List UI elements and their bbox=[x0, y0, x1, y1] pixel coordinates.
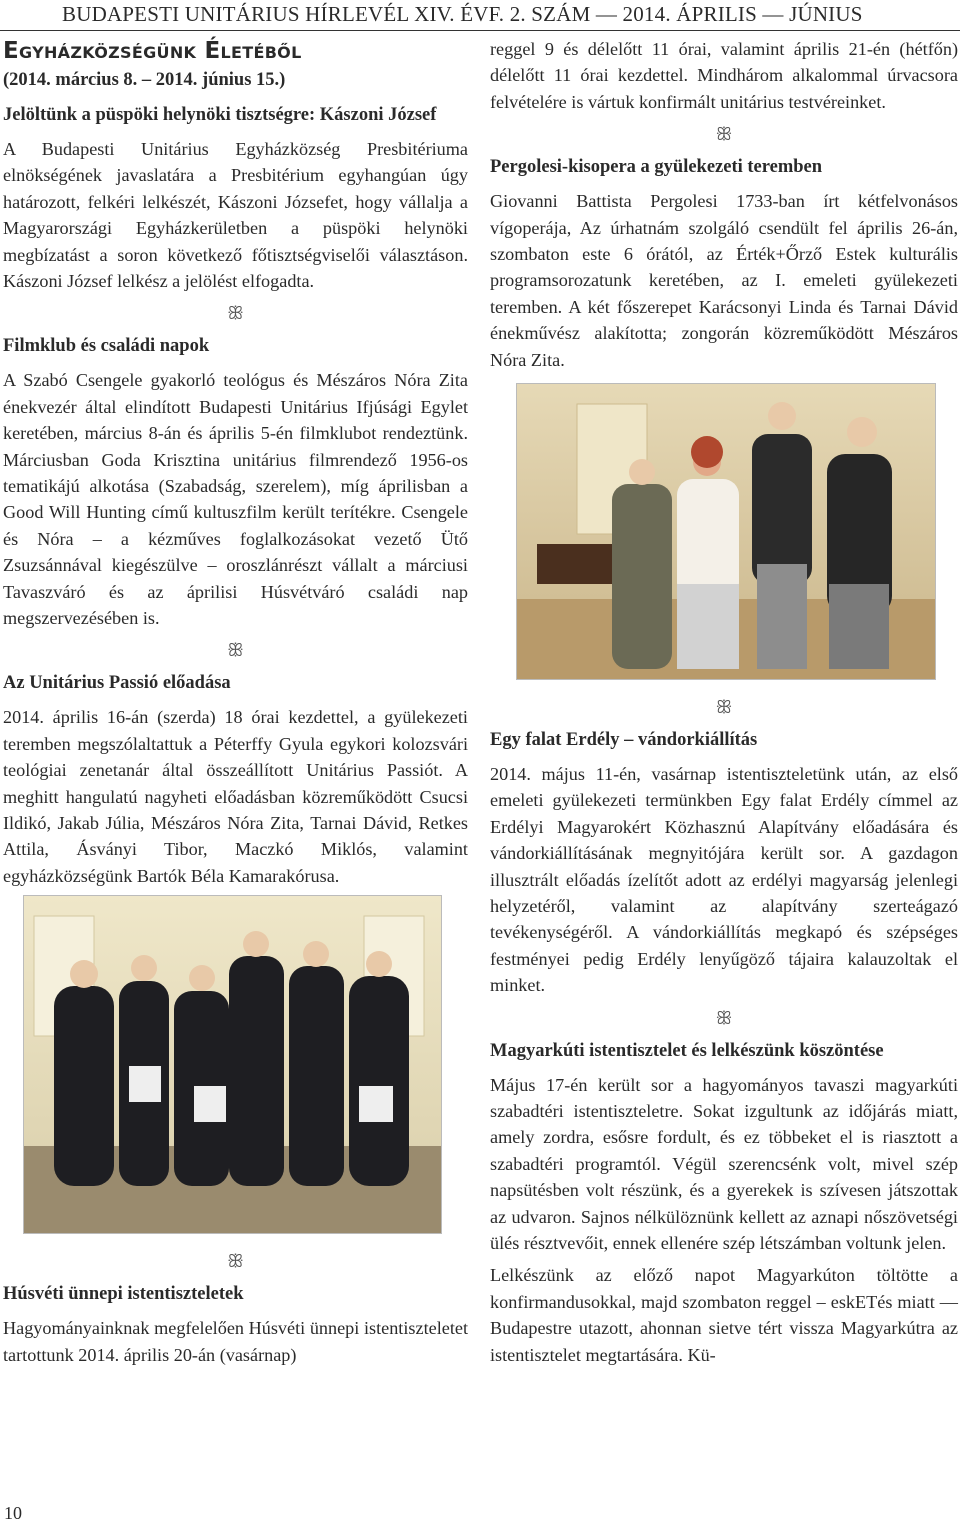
ornament-divider bbox=[490, 121, 958, 147]
flower-ornament-icon: ꕥ bbox=[715, 124, 733, 145]
flower-ornament-icon: ꕥ bbox=[715, 1007, 733, 1028]
choir-photo-illustration bbox=[24, 896, 441, 1233]
right-column bbox=[490, 36, 958, 1374]
article-body-pergolesi: Giovanni Battista Pergolesi 1733-ban írt kétfelvonásos vígoperája, Az úrhatnám szolgáló csendült fel április 26-án, szombaton este 6 órától, az Érték+Őrző Estek kulturális programsorozatunk keretében, az I. emeleti gyülekezeti teremben. A két főszerepet Karácsonyi Linda és Tarnai Dávid énekművész alakította; zongorán közreműködött Mészáros Nóra Zita. bbox=[490, 191, 958, 370]
flower-ornament-icon: ꕥ bbox=[227, 640, 244, 661]
choir-group-photo bbox=[23, 895, 442, 1234]
article-title-passio: Az Unitárius Passió előadása bbox=[3, 673, 231, 694]
article-body-filmklub: A Szabó Csengele gyakorló teológus és Mészáros Nóra Zita énekvezér által elindított Budapesti Unitárius Ifjúsági Egylet keretében, március 8-án és április 5-én filmklubot rendeztünk. Márciusban Goda Krisztina unitárius filmrendező 1956-os tematikájú alkotása (Szabadság, szerelem), míg áprilisban a Good Will Hunting című kultuszfilm került terítékre. Csengele és Nóra – a kézműves foglalkozásokat vezető Ütő Zsuzsánnával kiegészülve – oroszlánrészt vállalt a márciusi Tavaszváró és az áprilisi Húsvétváró családi nap megszervezésében is. bbox=[3, 370, 468, 629]
flower-ornament-icon: ꕥ bbox=[227, 303, 244, 324]
article-body-magyarkut-1: Május 17-én került sor a hagyományos tavaszi magyarkúti szabadtéri istentiszteletre. Sokat izgultunk az időjárás miatt, amely zordra, esősre fordult, és ez többeket el is riasztott a szabadtéri programtól. Végül szerencsénk volt, mivel szép napsütésben volt részünk, és a gyerekek is szívesen játszottak az udvaron. Sajnos nélkülöznünk kellett az aznapi nőszövetségi ülés résztvevőit, ennek ellenére szép létszámban voltunk jelen. bbox=[490, 1074, 958, 1254]
ornament-divider bbox=[3, 300, 468, 326]
article-body-magyarkut-2: Lelkészünk az előző napot Magyarkúton töltötte a konfirmandusokkal, majd szombaton reggel – eskETés miatt — Budapestre utazott, ahonnan sietve tért vissza Magyarkútra az istentisztelet megtartására. Kü- bbox=[490, 1265, 958, 1365]
article-body-erdely: 2014. május 11-én, vasárnap istentiszteletünk után, az első emeleti gyülekezeti termünkben Egy falat Erdély címmel az Erdélyi Magyarokért Közhasznú Alapítvány előadására és vándorkiállításának megnyitójára került sor. A gazdagon illusztrált előadás ízelítőt adott az erdélyi magyarság jelenlegi helyzetéről, valamint az alapítvány szerteágazó tevékenységéről. A vándorkiállítás megkapó és szépséges festményei pedig Erdély lenyűgöző tájaira kalauzoltak el minket. bbox=[490, 764, 958, 996]
header-divider bbox=[0, 30, 960, 31]
article-body-candidate: A Budapesti Unitárius Egyházközség Presbitériuma elnökségének javaslatára a Presbitérium egyhangúan úgy határozott, felkéri lelkészét, Kászoni Józsefet, hogy vállalja a Magyarországi Egyházkerületben a püspöki helynöki megbízatást a soron következő főtisztségviselői választáson. Kászoni József lelkész a jelölést elfogadta. bbox=[3, 138, 468, 291]
opera-performers-photo bbox=[516, 383, 936, 680]
page-number: 10 bbox=[4, 1503, 22, 1523]
newsletter-header: BUDAPESTI UNITÁRIUS HÍRLEVÉL XIV. ÉVF. 2. SZÁM — 2014. ÁPRILIS — JÚNIUS bbox=[62, 2, 863, 26]
article-body-passio: 2014. április 16-án (szerda) 18 órai kezdettel, a gyülekezeti teremben megszólaltattuk a Péterffy Gyula egykori kolozsvári teológiai zenetanár által összeállított Unitárius Passiót. A meghitt hangulatú nagyheti előadásban közreműködött Csucsi Ildikó, Jakab Júlia, Mészáros Nóra Zita, Tarnai Dávid, Retkes Attila, Ásványi Tibor, Maczkó Miklós, valamint egyházközségünk Bartók Béla Kamarakórusa. bbox=[3, 707, 468, 886]
ornament-divider bbox=[3, 1248, 468, 1274]
article-body-easter: Hagyományainknak megfelelően Húsvéti ünnepi istentiszteletet tartottunk 2014. április 20-án (vasárnap) bbox=[3, 1318, 468, 1365]
ornament-divider bbox=[490, 694, 958, 720]
section-title: Egyházközségünk Életéből bbox=[3, 38, 302, 64]
article-title-filmklub: Filmklub és családi napok bbox=[3, 336, 210, 357]
article-title-candidate: Jelöltünk a püspöki helynöki tisztségre: Kászoni József bbox=[3, 105, 437, 125]
article-title-easter: Húsvéti ünnepi istentiszteletek bbox=[3, 1284, 244, 1305]
opera-photo-illustration bbox=[517, 384, 935, 679]
flower-ornament-icon: ꕥ bbox=[227, 1251, 244, 1272]
article-title-magyarkut: Magyarkúti istentisztelet és lelkészünk köszöntése bbox=[490, 1040, 884, 1061]
flower-ornament-icon: ꕥ bbox=[715, 697, 733, 718]
left-column bbox=[3, 36, 468, 1374]
section-date-range: (2014. március 8. – 2014. június 15.) bbox=[3, 70, 286, 90]
ornament-divider bbox=[3, 637, 468, 663]
ornament-divider bbox=[490, 1005, 958, 1031]
article-title-erdely: Egy falat Erdély – vándorkiállítás bbox=[490, 730, 758, 751]
article-body-easter-continued: reggel 9 és délelőtt 11 órai, valamint április 21-én (hétfőn) délelőtt 11 órai kezdettel. Mindhárom alkalommal úrvacsora felvételére is vártuk konfirmált unitárius testvéreinket. bbox=[490, 39, 958, 112]
article-title-pergolesi: Pergolesi-kisopera a gyülekezeti teremben bbox=[490, 157, 823, 178]
